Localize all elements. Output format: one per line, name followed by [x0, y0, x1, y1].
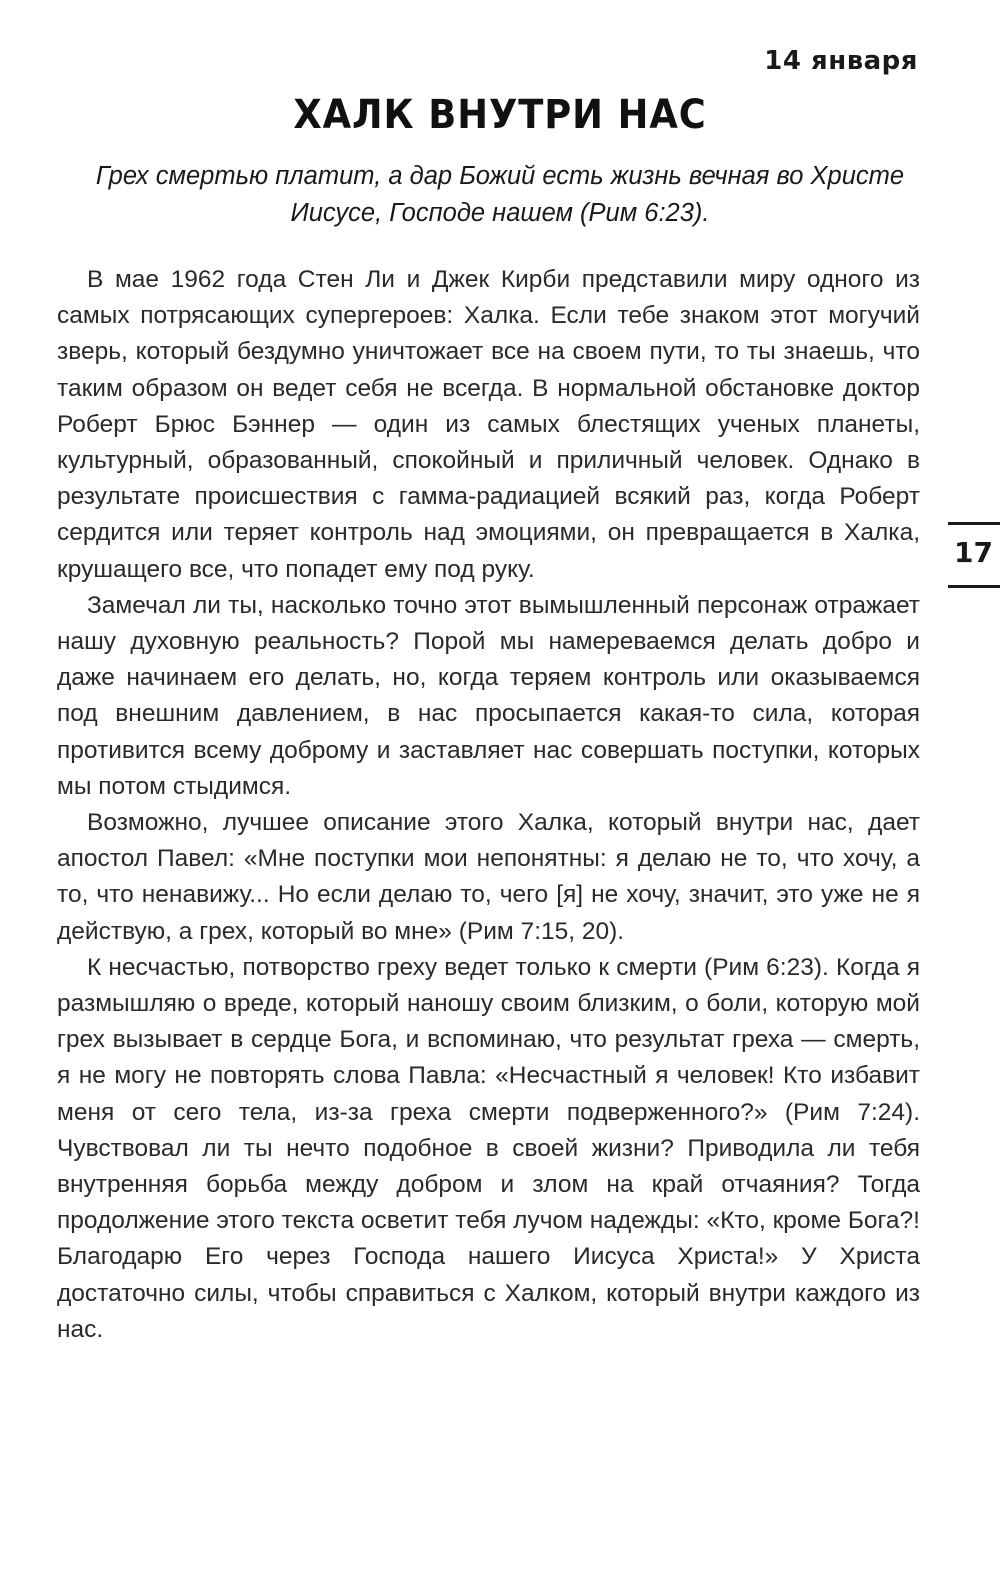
page-number-rule-bottom [948, 585, 1000, 588]
page-title: ХАЛК ВНУТРИ НАС [293, 92, 707, 138]
paragraph: Замечал ли ты, насколько точно этот вымышленный персонаж отражает нашу духовную реальность? Порой мы намереваемся делать добро и даже начинаем его делать, но, когда теряем контроль или оказываемся под внешним давлением, в нас просыпается какая-то сила, которая противится всему доброму и заставляет нас совершать поступки, которых мы потом стыдимся. [57, 591, 920, 800]
page-date: 14 января [764, 46, 918, 76]
epigraph-verse: Грех смертью платит, а дар Божий есть жизнь вечная во Христе Иисусе, Господе нашем (Рим 6:23). [95, 162, 905, 227]
page-number-rule-top [948, 522, 1000, 525]
paragraph: К несчастью, потворство греху ведет только к смерти (Рим 6:23). Когда я размышляю о вреде, который наношу своим близким, о боли, которую мой грех вызывает в сердце Бога, и вспоминаю, что результат греха — смерть, я не могу не повторять слова Павла: «Несчастный я человек! Кто избавит меня от сего тела, из-за греха смерти подверженного?» (Рим 7:24). Чувствовал ли ты нечто подобное в своей жизни? Приводила ли тебя внутренняя борьба между добром и злом на край отчаяния? Тогда продолжение этого текста осветит тебя лучом надежды: «Кто, кроме Бога?! Благодарю Его через Господа нашего Иисуса Христа!» У Христа достаточно силы, чтобы справиться с Халком, который внутри каждого из нас. [57, 953, 920, 1343]
page-number: 17 [954, 536, 993, 569]
paragraph: В мае 1962 года Стен Ли и Джек Кирби представили миру одного из самых потрясающих супергероев: Халка. Если тебе знаком этот могучий зверь, который бездумно уничтожает все на своем пути, то ты знаешь, что таким образом он ведет себя не всегда. В нормальной обстановке доктор Роберт Брюс Бэннер — один из самых блестящих ученых планеты, культурный, образованный, спокойный и приличный человек. Однако в результате происшествия с гамма-радиацией всякий раз, когда Роберт сердится или теряет контроль над эмоциями, он превращается в Халка, крушащего все, что попадет ему под руку. [57, 266, 920, 583]
paragraph: Возможно, лучшее описание этого Халка, который внутри нас, дает апостол Павел: «Мне поступки мои непонятны: я делаю не то, что хочу, а то, что ненавижу... Но если делаю то, чего [я] не хочу, значит, это уже не я действую, а грех, который во мне» (Рим 7:15, 20). [57, 809, 920, 945]
page-number-tab [948, 522, 1000, 588]
body-text [57, 262, 920, 1348]
